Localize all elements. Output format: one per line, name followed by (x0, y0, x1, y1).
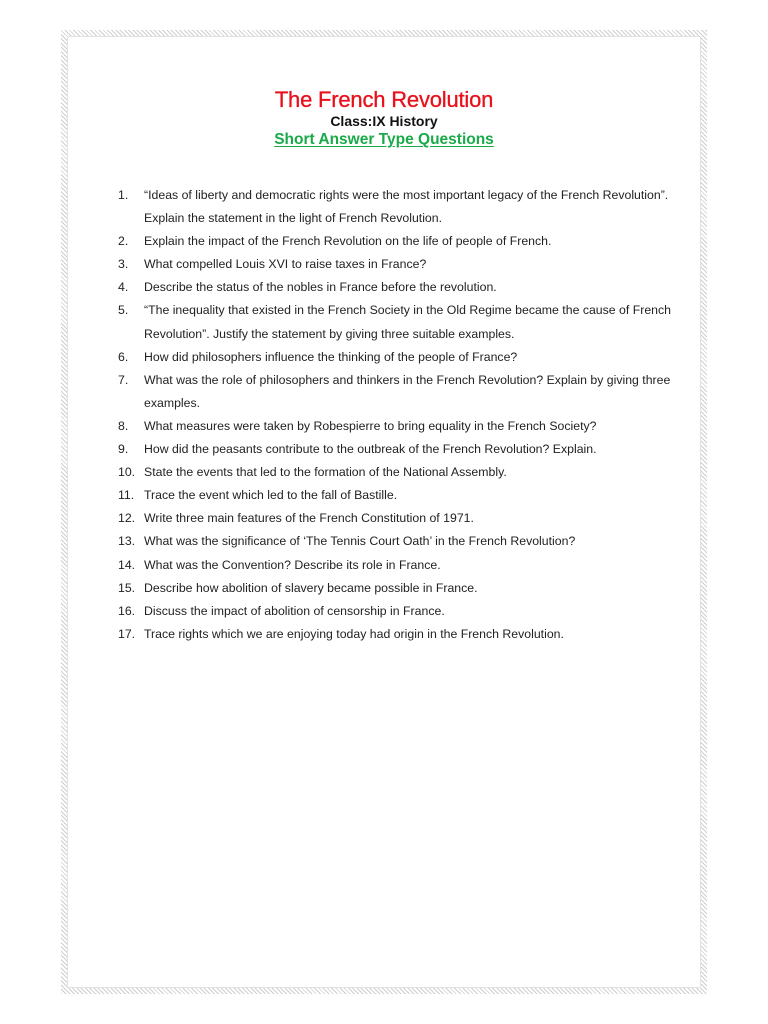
question-number: 17. (118, 626, 136, 641)
question-number: 8. (118, 418, 129, 433)
question-number: 2. (118, 234, 129, 249)
question-text: What was the Convention? Describe its role in France. (144, 557, 441, 572)
question-text: Explain the impact of the French Revolution on the life of people of French. (144, 234, 552, 249)
question-number: 12. (118, 511, 136, 526)
question-item (118, 230, 678, 253)
question-number: 1. (118, 188, 129, 202)
question-text: What was the significance of ‘The Tennis Court Oath’ in the French Revolution? (144, 534, 576, 549)
question-number: 7. (118, 372, 129, 387)
question-item (118, 461, 678, 484)
question-list (118, 184, 678, 646)
question-number: 13. (118, 534, 136, 549)
class-label: Class:IX History (330, 113, 438, 129)
question-text: Describe the status of the nobles in France before the revolution. (144, 280, 497, 295)
question-item (118, 415, 678, 438)
question-number: 3. (118, 257, 129, 272)
question-number: 4. (118, 280, 129, 295)
question-text: Write three main features of the French Constitution of 1971. (144, 511, 474, 526)
question-text: “The inequality that existed in the French Society in the Old Regime became the cause of French Revolution”. Justify the statement by giving three suitable examples. (144, 303, 671, 341)
question-item (118, 577, 678, 600)
question-text: How did philosophers influence the thinking of the people of France? (144, 349, 518, 364)
question-number: 9. (118, 442, 129, 457)
question-item (118, 484, 678, 507)
question-text: Describe how abolition of slavery became possible in France. (144, 580, 478, 595)
question-number: 5. (118, 303, 129, 318)
question-item (118, 299, 678, 345)
question-number: 6. (118, 349, 129, 364)
question-number: 11. (118, 488, 135, 503)
section-subtitle (0, 130, 768, 150)
question-item (118, 276, 678, 299)
question-item (118, 346, 678, 369)
question-text: What was the role of philosophers and thinkers in the French Revolution? Explain by giving three examples. (144, 372, 671, 410)
question-text: Trace rights which we are enjoying today had origin in the French Revolution. (144, 626, 564, 641)
question-item (118, 438, 678, 461)
question-text: What measures were taken by Robespierre to bring equality in the French Society? (144, 418, 597, 433)
question-item (118, 600, 678, 623)
section-subtitle-text: Short Answer Type Questions (274, 131, 494, 148)
question-item (118, 554, 678, 577)
question-text: State the events that led to the formation of the National Assembly. (144, 465, 507, 480)
question-item (118, 623, 678, 646)
question-text: What compelled Louis XVI to raise taxes in France? (144, 257, 427, 272)
question-number: 15. (118, 580, 136, 595)
question-text: How did the peasants contribute to the outbreak of the French Revolution? Explain. (144, 442, 597, 457)
question-number: 16. (118, 603, 136, 618)
question-text: “Ideas of liberty and democratic rights were the most important legacy of the French Revolution”. Explain the statement in the light of French Revolution. (144, 188, 669, 226)
question-item (118, 184, 678, 230)
question-item (118, 507, 678, 530)
page-title: The French Revolution (274, 87, 494, 112)
question-text: Discuss the impact of abolition of censorship in France. (144, 603, 445, 618)
question-item (118, 530, 678, 553)
question-item (118, 369, 678, 415)
question-item (118, 253, 678, 276)
question-number: 10. (118, 465, 136, 480)
question-text: Trace the event which led to the fall of Bastille. (144, 488, 398, 503)
question-number: 14. (118, 557, 136, 572)
